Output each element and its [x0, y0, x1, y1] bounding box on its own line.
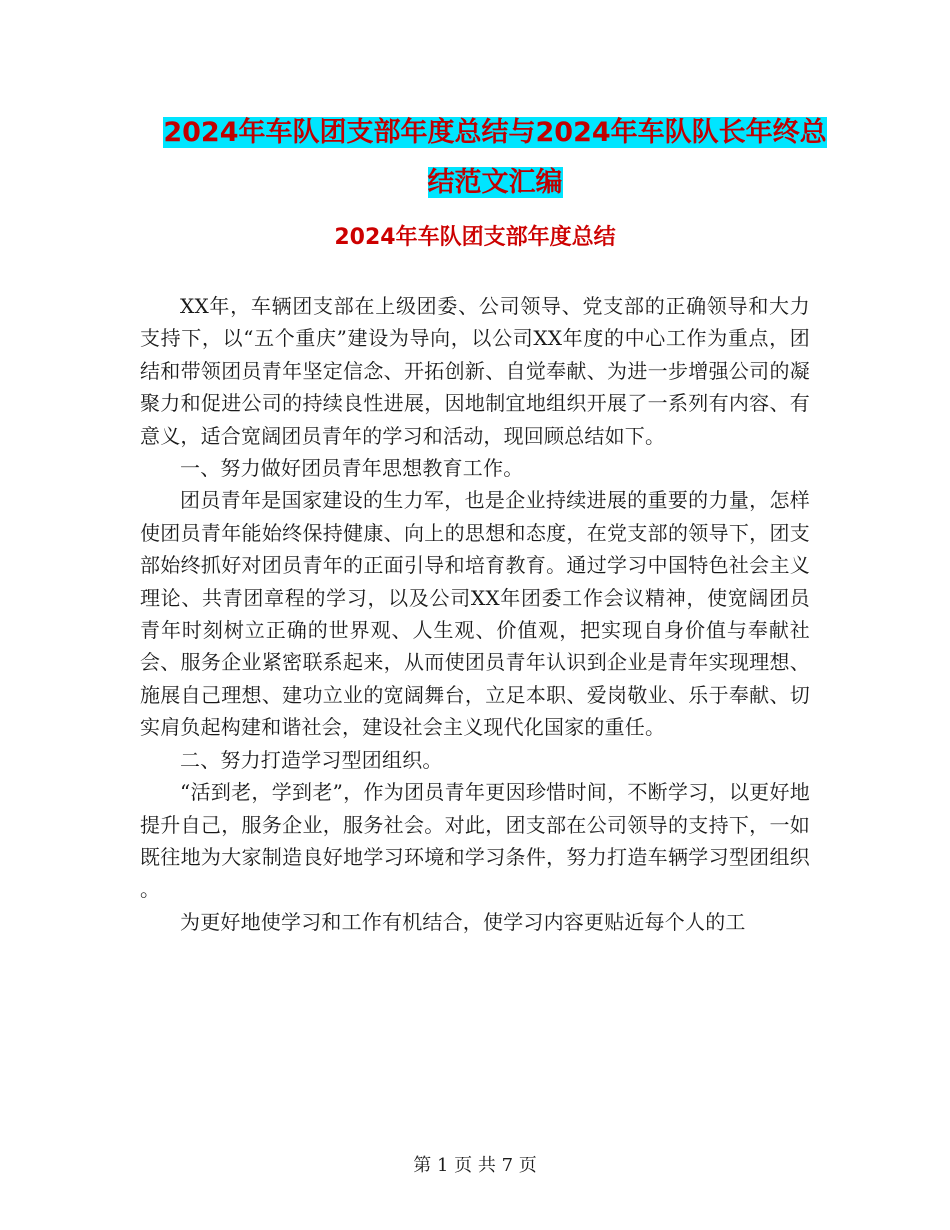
- body-text: [140, 290, 810, 938]
- section-title: 2024年车队团支部年度总结: [334, 225, 616, 250]
- paragraph: 团员青年是国家建设的生力军，也是企业持续进展的重要的力量，怎样使团员青年能始终保持健康、向上的思想和态度，在党支部的领导下，团支部始终抓好对团员青年的正面引导和培育教育。通过学习中国特色社会主义理论、共青团章程的学习，以及公司XX年团委工作会议精神，使宽阔团员青年时刻树立正确的世界观、人生观、价值观，把实现自身价值与奉献社会、服务企业紧密联系起来，从而使团员青年认识到企业是青年实现理想、施展自己理想、建功立业的宽阔舞台，立足本职、爱岗敬业、乐于奉献、切实肩负起构建和谐社会，建设社会主义现代化国家的重任。: [140, 488, 810, 740]
- paragraph: 二、努力打造学习型团组织。: [180, 747, 443, 772]
- title-line-1: 2024年车队团支部年度总结与2024年车队队长年终总: [163, 117, 827, 148]
- paragraph: “活到老，学到老”，作为团员青年更因珍惜时间，不断学习，以更好地提升自己，服务企业，服务社会。对此，团支部在公司领导的支持下，一如既往地为大家制造良好地学习环境和学习条件，努力打造车辆学习型团组织 。: [140, 780, 810, 902]
- paragraph: XX年，车辆团支部在上级团委、公司领导、党支部的正确领导和大力支持下，以“五个重庆”建设为导向，以公司XX年度的中心工作为重点，团结和带领团员青年坚定信念、开拓创新、自觉奉献、为进一步增强公司的凝聚力和促进公司的持续良性进展，因地制宜地组织开展了一系列有内容、有意义，适合宽阔团员青年的学习和活动，现回顾总结如下。: [140, 294, 810, 448]
- page-footer: 第 1 页 共 7 页: [413, 1155, 537, 1176]
- paragraph: 一、努力做好团员青年思想教育工作。: [180, 456, 524, 481]
- document-title: [150, 108, 840, 208]
- title-line-2: 结范文汇编: [427, 167, 563, 198]
- paragraph: 为更好地使学习和工作有机结合，使学习内容更贴近每个人的工: [180, 909, 746, 934]
